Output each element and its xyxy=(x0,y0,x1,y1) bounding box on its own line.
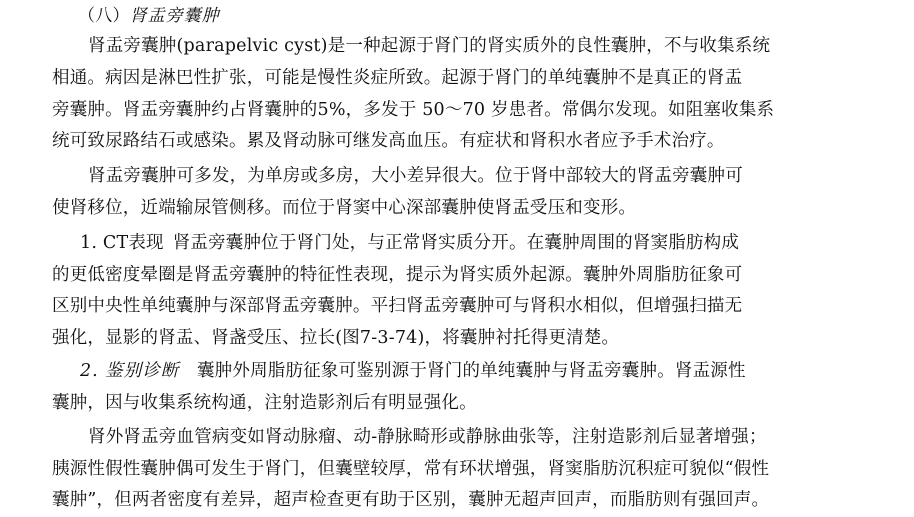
paragraph-3-line-3: 囊肿”，但两者密度有差异，超声检查更有助于区别，囊肿无超声回声，而脂肪则有强回声。 xyxy=(52,490,770,510)
paragraph-3-line-1: 肾外肾盂旁血管病变如肾动脉瘤、动-静脉畸形或静脉曲张等，注射造影剂后显著增强； xyxy=(88,427,767,447)
section-heading xyxy=(78,4,220,28)
diff-item-label: 2. 鉴别诊断 xyxy=(80,361,180,381)
paragraph-1-line-3: 旁囊肿。肾盂旁囊肿约占肾囊肿的5%，多发于 50～70 岁患者。常偶尔发现。如阻塞收集系 xyxy=(52,100,775,120)
ct-item-line-1 xyxy=(80,231,739,255)
paragraph-1-line-1: 肾盂旁囊肿(parapelvic cyst)是一种起源于肾门的肾实质外的良性囊肿，不与收集系统 xyxy=(88,36,771,56)
ct-item-line-4: 强化，显影的肾盂、肾盏受压、拉长(图7-3-74)，将囊肿衬托得更清楚。 xyxy=(52,328,620,348)
paragraph-1-line-2: 相通。病因是淋巴性扩张，可能是慢性炎症所致。起源于肾门的单纯囊肿不是真正的肾盂 xyxy=(52,68,743,88)
ct-item-line-3: 区别中央性单纯囊肿与深部肾盂旁囊肿。平扫肾盂旁囊肿可与肾积水相似，但增强扫描无 xyxy=(52,296,743,316)
ct-item-text: 肾盂旁囊肿位于肾门处，与正常肾实质分开。在囊肿周围的肾窦脂肪构成 xyxy=(172,233,740,253)
paragraph-3-line-2: 胰源性假性囊肿偶可发生于肾门，但囊壁较厚，常有环状增强，肾窦脂肪沉积症可貌似“假性 xyxy=(52,459,770,479)
section-number: （八） xyxy=(78,6,130,26)
diff-item-line-2: 囊肿，因与收集系统构通，注射造影剂后有明显强化。 xyxy=(52,393,477,413)
diff-item-text: 囊肿外周脂肪征象可鉴别源于肾门的单纯囊肿与肾盂旁囊肿。肾盂源性 xyxy=(196,361,746,381)
paragraph-2-line-1: 肾盂旁囊肿可多发，为单房或多房，大小差异很大。位于肾中部较大的肾盂旁囊肿可 xyxy=(88,166,743,186)
ct-item-line-2: 的更低密度晕圈是肾盂旁囊肿的特征性表现，提示为肾实质外起源。囊肿外周脂肪征象可 xyxy=(52,265,743,285)
diff-item-line-1 xyxy=(80,359,746,383)
ct-item-label: 1. CT表现 xyxy=(80,233,164,253)
paragraph-2-line-2: 使肾移位，近端输尿管侧移。而位于肾窦中心深部囊肿使肾盂受压和变形。 xyxy=(52,198,637,218)
section-title: 肾盂旁囊肿 xyxy=(129,6,220,26)
paragraph-1-line-4: 统可致尿路结石或感染。累及肾动脉可继发高血压。有症状和肾积水者应予手术治疗。 xyxy=(52,131,725,151)
